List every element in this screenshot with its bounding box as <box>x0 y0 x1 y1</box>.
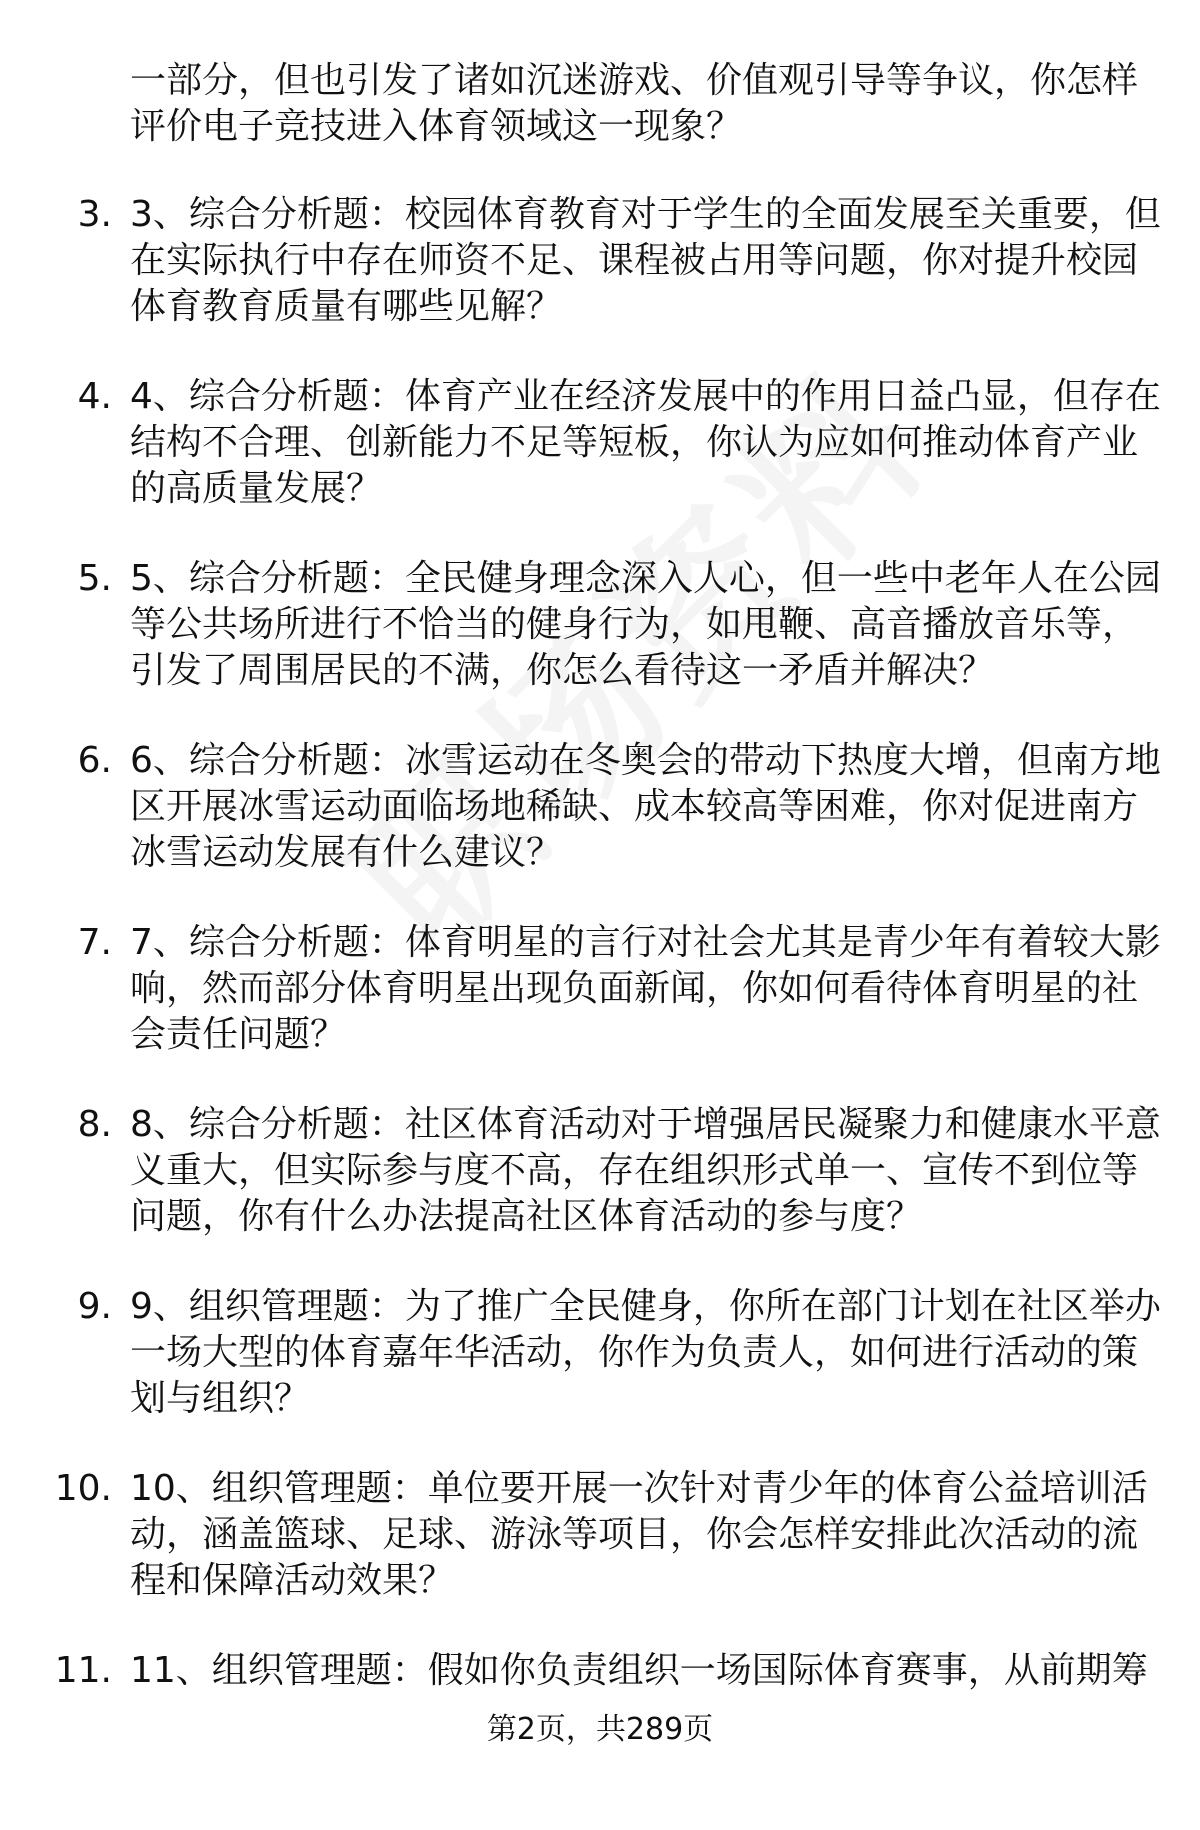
list-item <box>0 192 1200 374</box>
list-item-number: 8. <box>77 1104 112 1145</box>
list-item-number: 4. <box>77 376 112 417</box>
page-footer: 第2页，共289页 <box>486 1712 714 1747</box>
list-item <box>0 1466 1200 1648</box>
list-item <box>0 738 1200 920</box>
list-item <box>0 1102 1200 1284</box>
list-item <box>0 374 1200 556</box>
list-item-text: 10、组织管理题：单位要开展一次针对青少年的体育公益培训活 动，涵盖篮球、足球、游泳等项目，你会怎样安排此次活动的流 程和保障活动效果？ <box>130 1468 1148 1601</box>
list-item-text: 4、综合分析题：体育产业在经济发展中的作用日益凸显，但存在 结构不合理、创新能力不足等短板，你认为应如何推动体育产业 的高质量发展？ <box>130 376 1161 509</box>
list-item-text: 7、综合分析题：体育明星的言行对社会尤其是青少年有着较大影 响，然而部分体育明星出现负面新闻，你如何看待体育明星的社 会责任问题？ <box>130 922 1161 1055</box>
list-item-text: 9、组织管理题：为了推广全民健身，你所在部门计划在社区举办 一场大型的体育嘉年华活动，你作为负责人，如何进行活动的策 划与组织？ <box>130 1286 1161 1419</box>
list-item-text: 8、综合分析题：社区体育活动对于增强居民凝聚力和健康水平意 义重大，但实际参与度不高，存在组织形式单一、宣传不到位等 问题，你有什么办法提高社区体育活动的参与度？ <box>130 1104 1161 1237</box>
list-item-text: 3、综合分析题：校园体育教育对于学生的全面发展至关重要，但 在实际执行中存在师资不足、课程被占用等问题，你对提升校园 体育教育质量有哪些见解？ <box>130 194 1161 327</box>
list-item-number: 6. <box>77 740 112 781</box>
list-item-number: 5. <box>77 558 112 599</box>
list-item <box>0 1284 1200 1466</box>
question-list <box>0 192 1200 1830</box>
list-item-text: 5、综合分析题：全民健身理念深入人心，但一些中老年人在公园 等公共场所进行不恰当的健身行为，如甩鞭、高音播放音乐等， 引发了周围居民的不满，你怎么看待这一矛盾并解决？ <box>130 558 1161 691</box>
list-item-number: 9. <box>77 1286 112 1327</box>
list-item-text: 11、组织管理题：假如你负责组织一场国际体育赛事，从前期筹 <box>130 1650 1148 1691</box>
list-item <box>0 556 1200 738</box>
list-item-number: 3. <box>77 194 112 235</box>
list-item <box>0 920 1200 1102</box>
list-item-number: 11. <box>54 1650 112 1691</box>
continuation-paragraph: 一部分，但也引发了诸如沉迷游戏、价值观引导等争议，你怎样 评价电子竞技进入体育领域这一现象？ <box>130 60 1139 147</box>
list-item-number: 10. <box>54 1468 112 1509</box>
list-item-number: 7. <box>77 922 112 963</box>
list-item-text: 6、综合分析题：冰雪运动在冬奥会的带动下热度大增，但南方地 区开展冰雪运动面临场地稀缺、成本较高等困难，你对促进南方 冰雪运动发展有什么建议？ <box>130 740 1161 873</box>
